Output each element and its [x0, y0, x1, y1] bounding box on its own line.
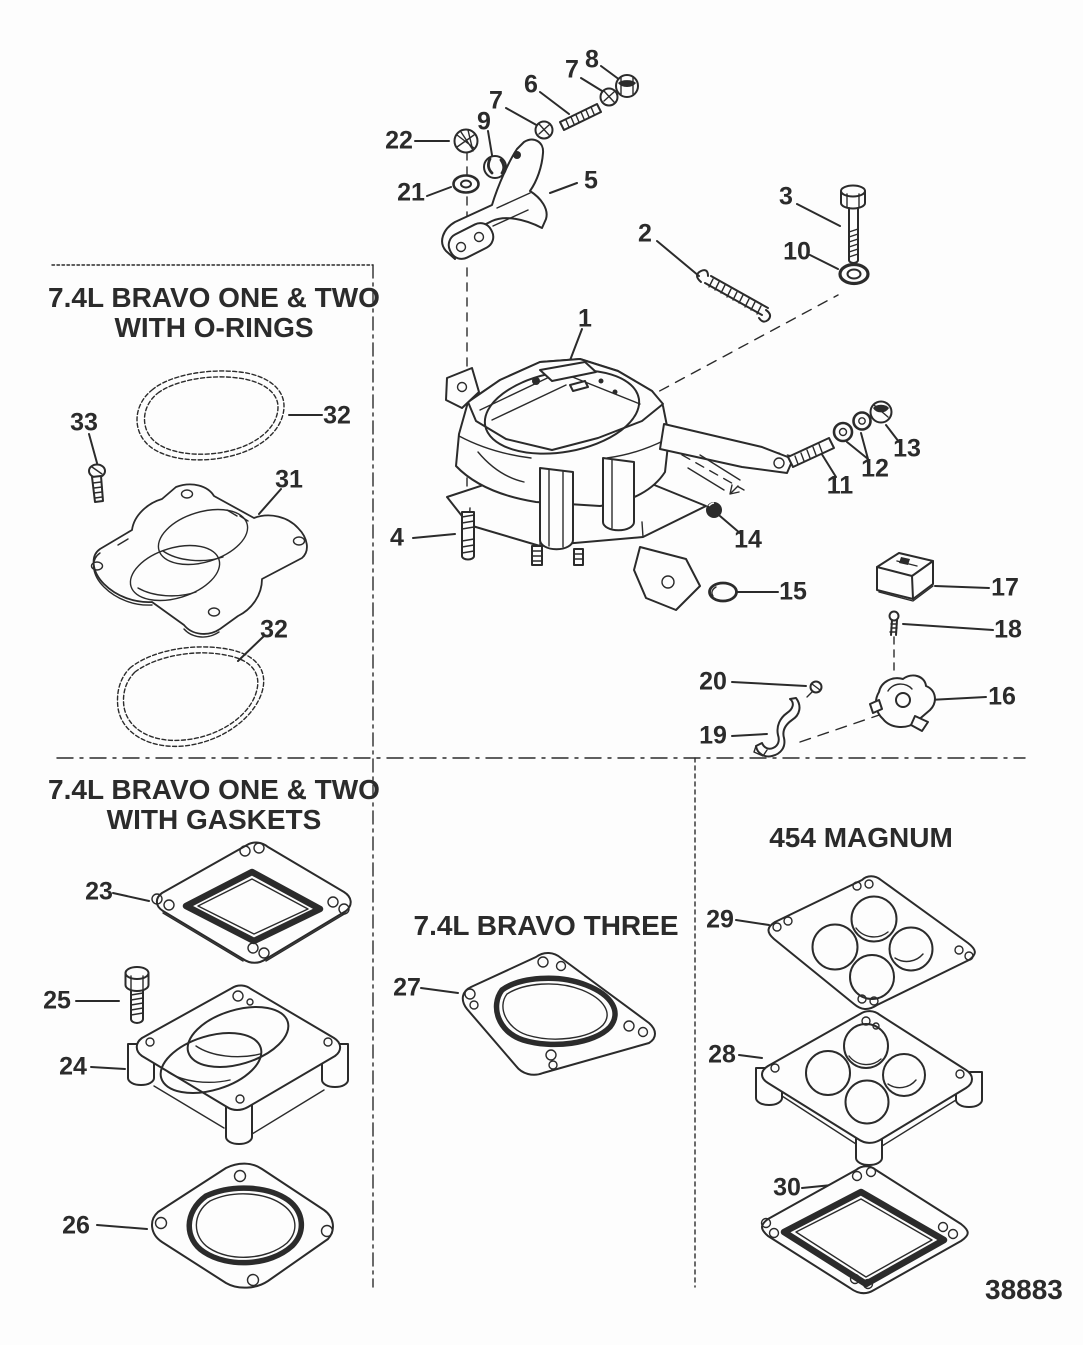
seal-part-15	[710, 583, 737, 601]
nut-part-7-a	[601, 89, 618, 106]
callout-19: 19	[699, 721, 727, 750]
callout-32-a: 32	[323, 401, 351, 430]
nut-part-8	[616, 75, 638, 97]
callout-24: 24	[59, 1052, 87, 1081]
stud-part-4	[462, 512, 474, 560]
o-ring-part-32-top	[137, 371, 284, 460]
washers-part-12	[834, 413, 871, 442]
nut-part-9	[484, 156, 506, 178]
bravo-three-title: 7.4L BRAVO THREE	[413, 910, 679, 941]
callout-10: 10	[783, 237, 811, 266]
check-ball-part-14	[706, 502, 722, 518]
callout-16: 16	[988, 682, 1016, 711]
spring-part-2	[697, 270, 770, 321]
stud-part-6	[560, 104, 601, 130]
callout-9: 9	[477, 107, 491, 136]
callout-13: 13	[893, 434, 921, 463]
cover-part-17	[877, 553, 933, 601]
washer-part-21	[454, 176, 479, 193]
callout-7-b: 7	[489, 86, 503, 115]
adapter-plate-part-31	[92, 484, 307, 637]
link-part-19	[754, 698, 799, 756]
callout-26: 26	[62, 1211, 90, 1240]
drawing-number: 38883	[985, 1274, 1063, 1305]
callout-30: 30	[773, 1173, 801, 1202]
callout-4: 4	[390, 523, 404, 552]
callout-20: 20	[699, 667, 727, 696]
callout-28: 28	[708, 1040, 736, 1069]
callout-22: 22	[385, 126, 413, 155]
screw-part-20	[807, 682, 822, 698]
callout-32-b: 32	[260, 615, 288, 644]
callout-21: 21	[397, 178, 425, 207]
gasket-part-23	[152, 843, 351, 963]
callout-23: 23	[85, 877, 113, 906]
gaskets-box-title	[48, 775, 380, 835]
callout-15: 15	[779, 577, 807, 606]
callout-1: 1	[578, 304, 592, 333]
callout-11: 11	[826, 471, 854, 500]
callout-18: 18	[994, 615, 1022, 644]
bolt-part-3	[841, 186, 865, 264]
magnum-title: 454 MAGNUM	[769, 822, 953, 853]
callout-12: 12	[861, 454, 889, 483]
orings-box-title	[48, 283, 380, 343]
orings-box-title-line2: WITH O-RINGS	[114, 312, 314, 343]
callout-33: 33	[70, 408, 98, 437]
callout-17: 17	[991, 573, 1019, 602]
washer-part-10	[840, 265, 868, 284]
bracket-part-16	[870, 675, 935, 731]
spacer-part-28	[756, 1011, 982, 1165]
callout-29: 29	[706, 905, 734, 934]
callout-2: 2	[638, 219, 652, 248]
callout-5: 5	[584, 166, 598, 195]
o-ring-part-32-bottom	[118, 647, 264, 746]
callout-7-a: 7	[565, 55, 579, 84]
callout-8: 8	[585, 45, 599, 74]
callout-14: 14	[734, 525, 762, 554]
bolt-part-25	[126, 967, 149, 1023]
callout-31: 31	[275, 465, 303, 494]
callout-6: 6	[524, 70, 538, 99]
orings-box-title-line1: 7.4L BRAVO ONE & TWO	[48, 282, 380, 313]
gaskets-box-title-line2: WITH GASKETS	[106, 804, 322, 835]
spacer-part-24	[128, 985, 348, 1144]
callout-3: 3	[779, 182, 793, 211]
screw-part-33	[89, 465, 105, 503]
callout-25: 25	[43, 986, 71, 1015]
locknut-part-22	[455, 130, 478, 153]
callout-27: 27	[393, 973, 421, 1002]
gasket-part-27	[463, 953, 655, 1075]
gasket-part-26	[152, 1164, 333, 1288]
carburetor-part-1	[446, 359, 793, 610]
nut-part-7-b	[536, 122, 553, 139]
gaskets-box-title-line1: 7.4L BRAVO ONE & TWO	[48, 774, 380, 805]
screw-part-18	[890, 612, 899, 636]
nut-part-13	[871, 402, 892, 423]
gasket-part-29	[768, 876, 974, 1009]
